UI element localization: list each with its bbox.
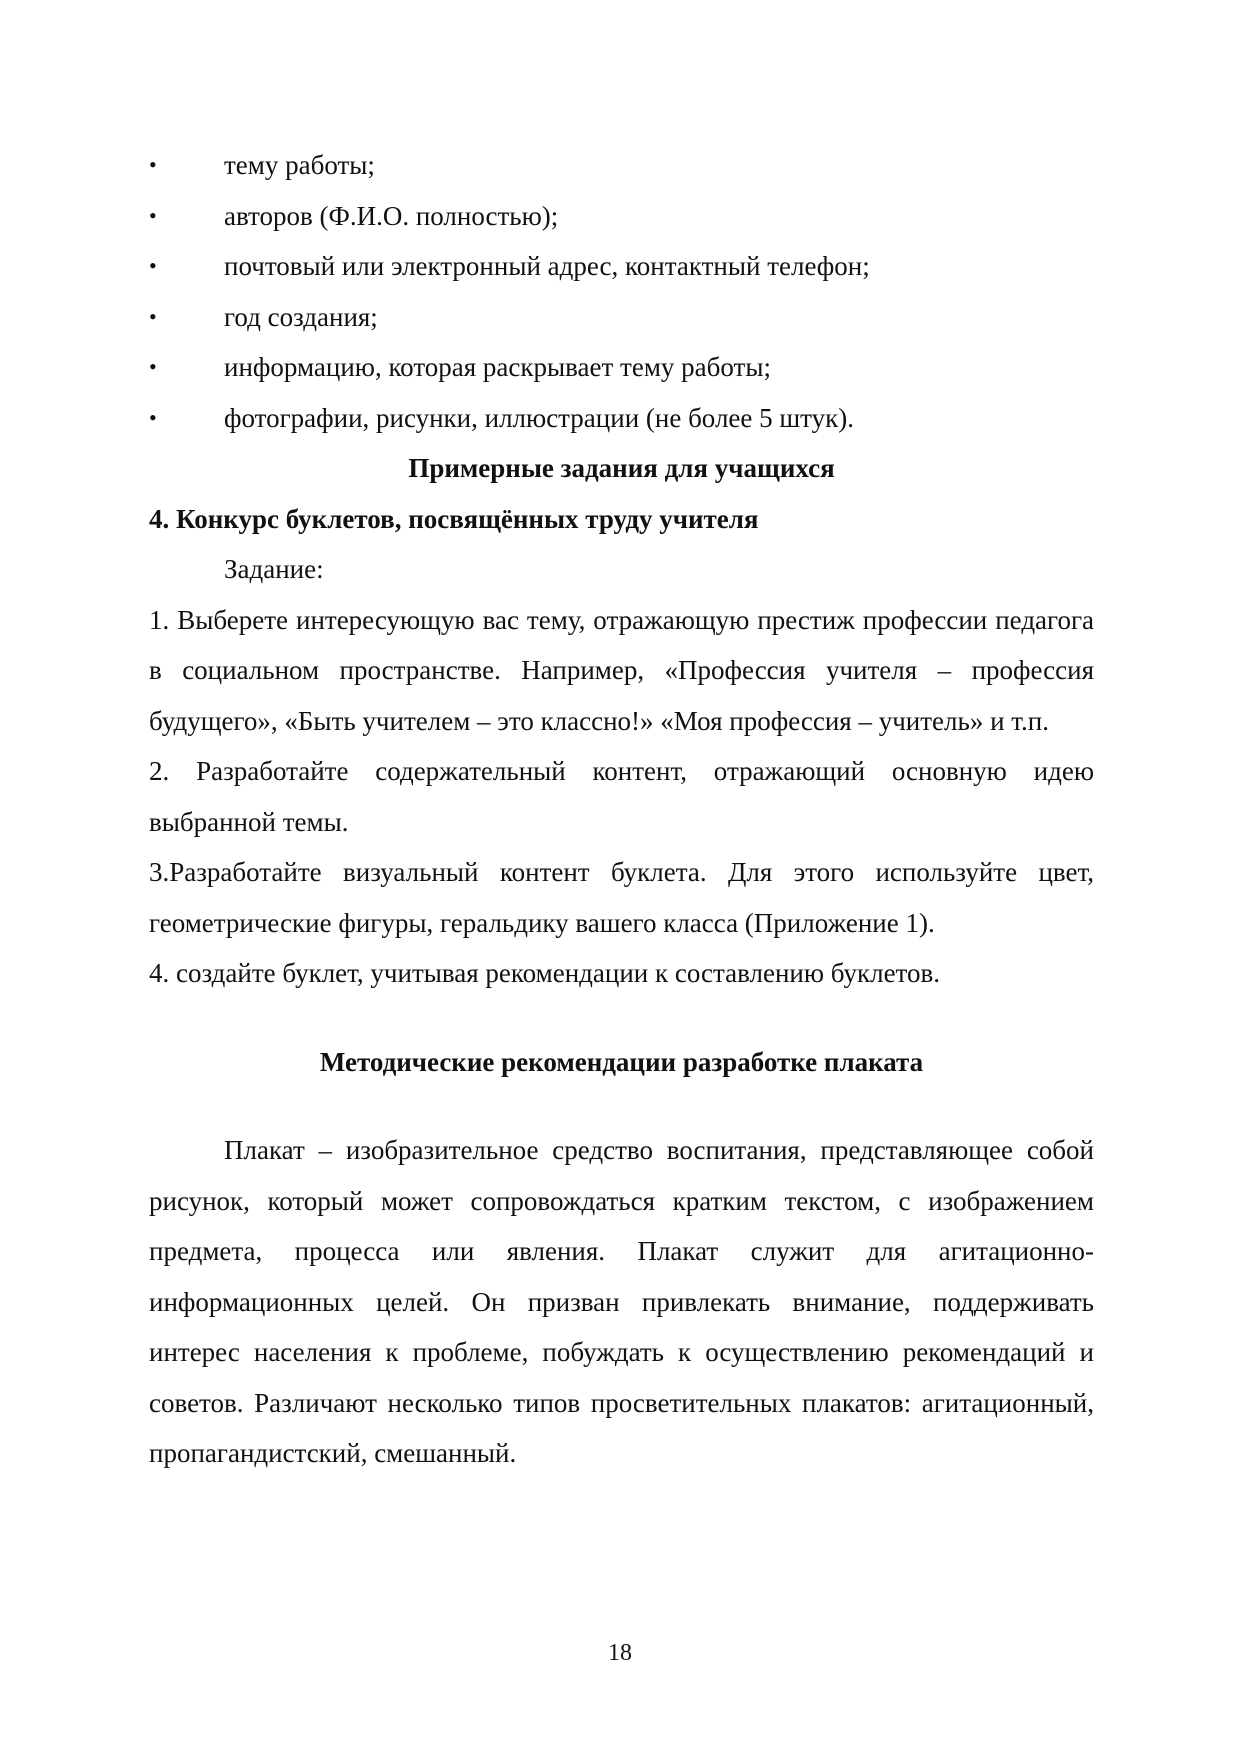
bullet-icon: • — [149, 404, 157, 430]
list-item-text: информацию, которая раскрывает тему работы; — [224, 352, 771, 382]
task-label: Задание: — [224, 554, 324, 584]
list-item — [149, 191, 1094, 242]
bullet-icon: • — [149, 152, 157, 177]
poster-heading: Методические рекомендации разработке плаката — [319, 1046, 924, 1077]
list-item — [149, 241, 1094, 292]
task-step-1: 1. Выберете интересующую вас тему, отражающую престиж профессии педагога в социальном пространстве. Например, «Профессия учителя – профессия будущего», «Быть учителем – это классно!» «Моя профессия – учитель» и т.п. — [149, 604, 1094, 736]
poster-paragraph: Плакат – изобразительное средство воспитания, представляющее собой рисунок, который может сопровождаться кратким текстом, с изображением предмета, процесса или явления. Плакат служит для агитационно-информационных целей. Он призван привлекать внимание, поддерживать интерес населения к проблеме, побуждать к осуществлению рекомендаций и советов. Различают несколько типов просветительных плакатов: агитационный, пропагандистский, смешанный. — [149, 1135, 1094, 1468]
list-item — [149, 393, 1094, 444]
section-spacer — [149, 1087, 1094, 1125]
contest-heading: 4. Конкурс буклетов, посвящённых труду учителя — [149, 503, 759, 534]
list-item-text: почтовый или электронный адрес, контактный телефон; — [224, 251, 870, 281]
list-item-text: авторов (Ф.И.О. полностью); — [224, 200, 559, 231]
page-number: 18 — [608, 1640, 632, 1666]
task-step-2: 2. Разработайте содержательный контент, отражающий основную идею выбранной темы. — [149, 756, 1094, 837]
list-item — [149, 292, 1094, 343]
bullet-icon: • — [149, 354, 157, 379]
bullet-icon: • — [149, 202, 157, 228]
list-item — [149, 140, 1094, 191]
requirements-list — [149, 140, 1094, 443]
bullet-icon: • — [149, 303, 157, 329]
list-item-text: тему работы; — [224, 150, 375, 180]
list-item — [149, 342, 1094, 393]
task-step-4: 4. создайте буклет, учитывая рекомендации к составлению буклетов. — [149, 958, 941, 988]
section-spacer — [149, 999, 1094, 1037]
bullet-icon: • — [149, 253, 157, 278]
list-item-text: год создания; — [224, 301, 378, 332]
list-item-text: фотографии, рисунки, иллюстрации (не более 5 штук). — [224, 402, 854, 433]
page-content — [149, 140, 1094, 1479]
task-step-3: 3.Разработайте визуальный контент буклета. Для этого используйте цвет, геометрические фигуры, геральдику вашего класса (Приложение 1). — [149, 857, 1094, 938]
sample-tasks-heading: Примерные задания для учащихся — [408, 453, 835, 483]
